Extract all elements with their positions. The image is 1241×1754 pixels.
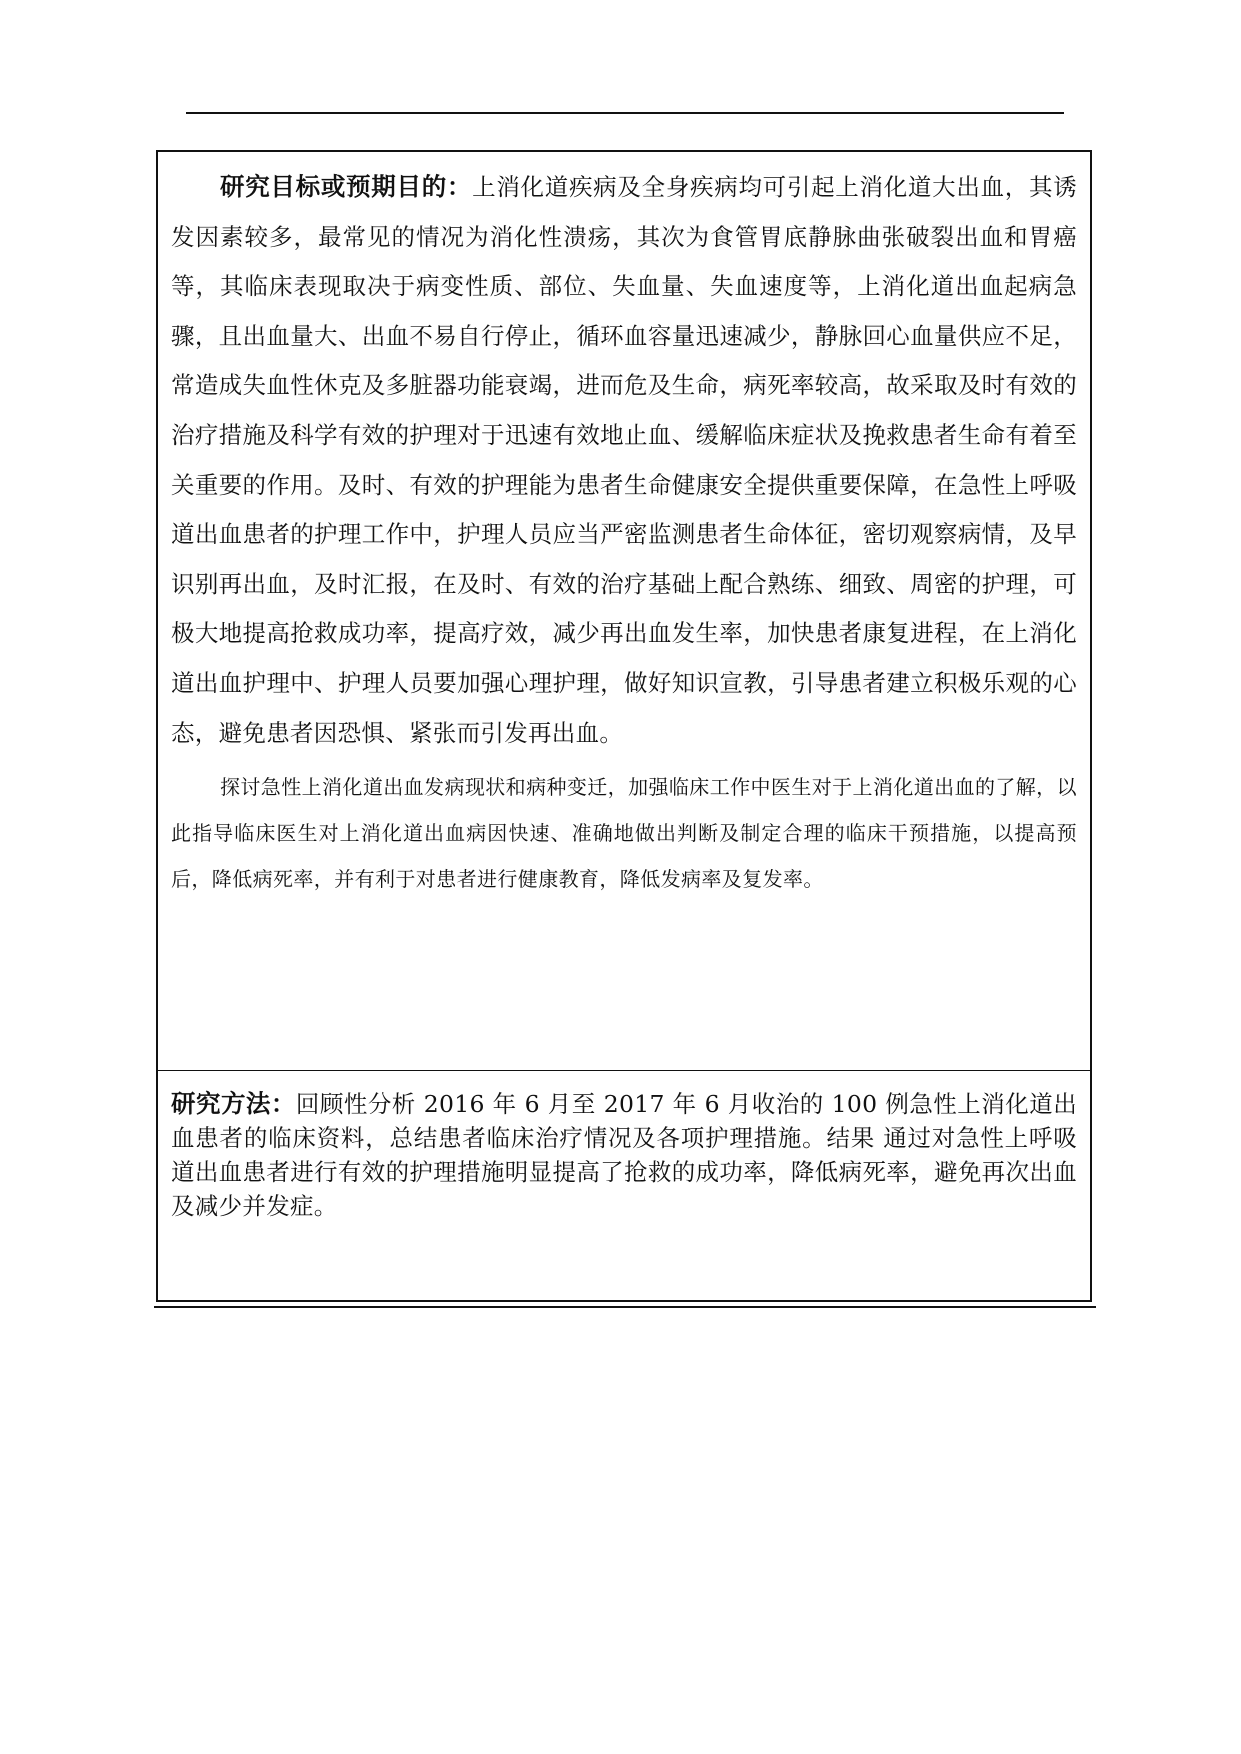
- methods-paragraph: [171, 1074, 1077, 1223]
- methods-text: 回顾性分析 2016 年 6 月至 2017 年 6 月收治的 100 例急性上消化道出血患者的临床资料，总结患者临床治疗情况及各项护理措施。结果 通过对急性上呼吸道出血患者进行有效的护理措施明显提高了抢救的成功率，降低病死率，避免再次出血及减少并发症。: [171, 1090, 1077, 1220]
- table-row-divider: [158, 1070, 1090, 1071]
- objectives-secondary-paragraph: 探讨急性上消化道出血发病现状和病种变迁，加强临床工作中医生对于上消化道出血的了解，以此指导临床医生对上消化道出血病因快速、准确地做出判断及制定合理的临床干预措施，以提高预后，降低病死率，并有利于对患者进行健康教育，降低发病率及复发率。: [171, 775, 1077, 892]
- proposal-form-table: [156, 150, 1092, 1302]
- page-header-rule: [186, 112, 1064, 114]
- objectives-text: 上消化道疾病及全身疾病均可引起上消化道大出血，其诱发因素较多，最常见的情况为消化性溃疡，其次为食管胃底静脉曲张破裂出血和胃癌等，其临床表现取决于病变性质、部位、失血量、失血速度等，上消化道出血起病急骤，且出血量大、出血不易自行停止，循环血容量迅速减少，静脉回心血量供应不足，常造成失血性休克及多脏器功能衰竭，进而危及生命，病死率较高，故采取及时有效的治疗措施及科学有效的护理对于迅速有效地止血、缓解临床症状及挽救患者生命有着至关重要的作用。及时、有效的护理能为患者生命健康安全提供重要保障，在急性上呼吸道出血患者的护理工作中，护理人员应当严密监测患者生命体征，密切观察病情，及早识别再出血，及时汇报，在及时、有效的治疗基础上配合熟练、细致、周密的护理，可极大地提高抢救成功率，提高疗效，减少再出血发生率，加快患者康复进程，在上消化道出血护理中、护理人员要加强心理护理，做好知识宣教，引导患者建立积极乐观的心态，避免患者因恐惧、紧张而引发再出血。: [171, 173, 1078, 747]
- objectives-cell: [171, 154, 1077, 1068]
- objectives-paragraph: [171, 154, 1077, 758]
- methods-label: 研究方法：: [171, 1089, 296, 1118]
- objectives-label: 研究目标或预期目的：: [220, 172, 473, 201]
- methods-cell: [171, 1074, 1077, 1300]
- table-bottom-double-rule: [154, 1306, 1096, 1308]
